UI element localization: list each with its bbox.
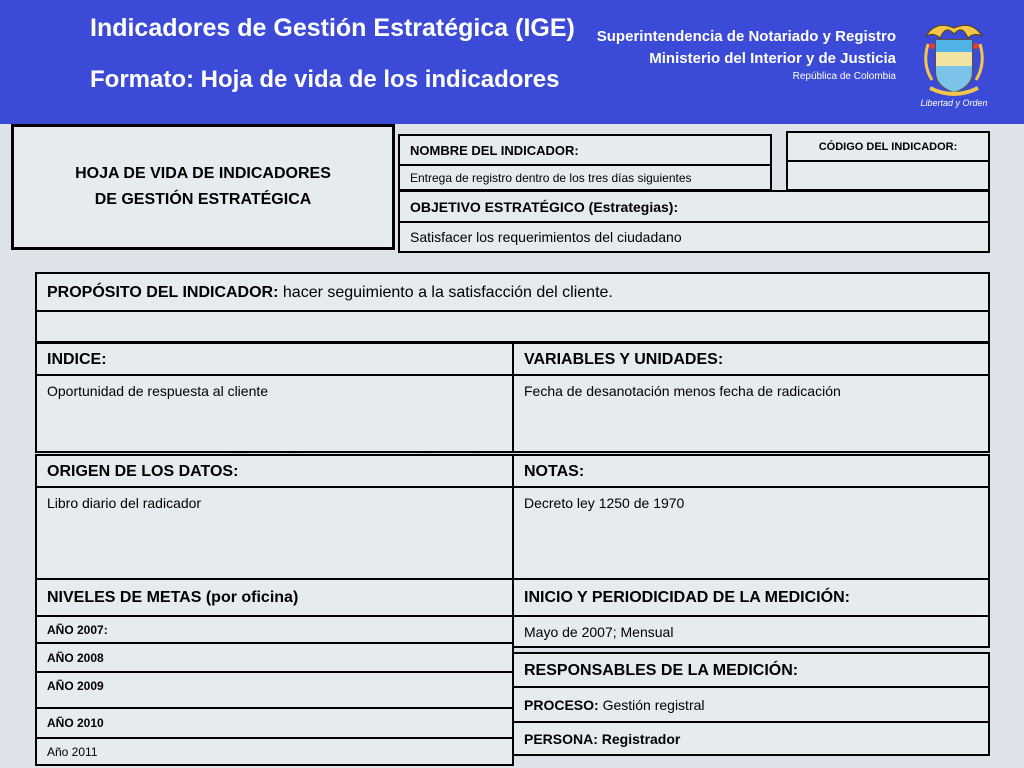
metas-year-2008: AÑO 2008	[47, 650, 104, 665]
variables-value: Fecha de desanotación menos fecha de radicación	[524, 383, 841, 399]
objetivo-label: OBJETIVO ESTRATÉGICO (Estrategias):	[410, 199, 679, 215]
metas-year-2009: AÑO 2009	[47, 679, 104, 693]
metas-box	[35, 578, 514, 766]
form-heading-line2: DE GESTIÓN ESTRATÉGICA	[94, 191, 312, 208]
objetivo-box	[398, 190, 990, 253]
motto-label: Libertad y Orden	[920, 98, 988, 108]
form-heading-line1: HOJA DE VIDA DE INDICADORES	[75, 165, 331, 182]
codigo-label: CÓDIGO DEL INDICADOR:	[818, 141, 958, 153]
metas-year-2011: Año 2011	[47, 744, 98, 759]
origen-value: Libro diario del radicador	[47, 495, 202, 511]
org-name: Superintendencia de Notariado y Registro	[596, 28, 896, 45]
proceso-value: Gestión registral	[602, 696, 705, 713]
persona-label: PERSONA: Registrador	[524, 730, 681, 747]
nombre-value: Entrega de registro dentro de los tres días siguientes	[410, 170, 692, 185]
country-name: República de Colombia	[792, 71, 896, 82]
variables-label: VARIABLES Y UNIDADES:	[524, 350, 724, 368]
notas-value: Decreto ley 1250 de 1970	[524, 495, 685, 511]
metas-year-2010: AÑO 2010	[47, 716, 104, 730]
ministry-name: Ministerio del Interior y de Justicia	[649, 50, 896, 67]
codigo-box	[786, 131, 990, 191]
inicio-value: Mayo de 2007; Mensual	[524, 623, 674, 640]
indice-value: Oportunidad de respuesta al cliente	[47, 383, 269, 399]
proposito-value: hacer seguimiento a la satisfacción del cliente.	[282, 283, 613, 301]
proposito-row	[37, 274, 988, 311]
form-heading-box	[11, 124, 395, 250]
origen-label: ORIGEN DE LOS DATOS:	[47, 462, 239, 480]
divider	[37, 310, 988, 312]
page-subtitle: Formato: Hoja de vida de los indicadores	[90, 66, 560, 93]
header-banner	[0, 0, 1024, 124]
proceso-label: PROCESO:	[524, 696, 599, 713]
nombre-label: NOMBRE DEL INDICADOR:	[410, 143, 579, 158]
proposito-box	[35, 272, 990, 343]
nombre-box	[398, 134, 772, 191]
responsables-box	[512, 652, 990, 756]
codigo-value	[788, 162, 988, 189]
metas-label: NIVELES DE METAS (por oficina)	[47, 589, 299, 606]
responsables-label: RESPONSABLES DE LA MEDICIÓN:	[524, 661, 799, 679]
origen-box	[35, 454, 514, 581]
page-title: Indicadores de Gestión Estratégica (IGE)	[90, 14, 575, 42]
proposito-label: PROPÓSITO DEL INDICADOR:	[47, 283, 279, 301]
metas-year-2007: AÑO 2007:	[47, 622, 108, 637]
notas-label: NOTAS:	[524, 462, 585, 480]
indice-box	[35, 342, 514, 453]
proceso-row	[514, 688, 988, 721]
indice-label: INDICE:	[47, 350, 107, 368]
inicio-label: INICIO Y PERIODICIDAD DE LA MEDICIÓN:	[524, 589, 850, 606]
variables-box	[512, 342, 990, 453]
notas-box	[512, 454, 990, 581]
inicio-box	[512, 578, 990, 648]
objetivo-value: Satisfacer los requerimientos del ciudadano	[410, 229, 682, 245]
